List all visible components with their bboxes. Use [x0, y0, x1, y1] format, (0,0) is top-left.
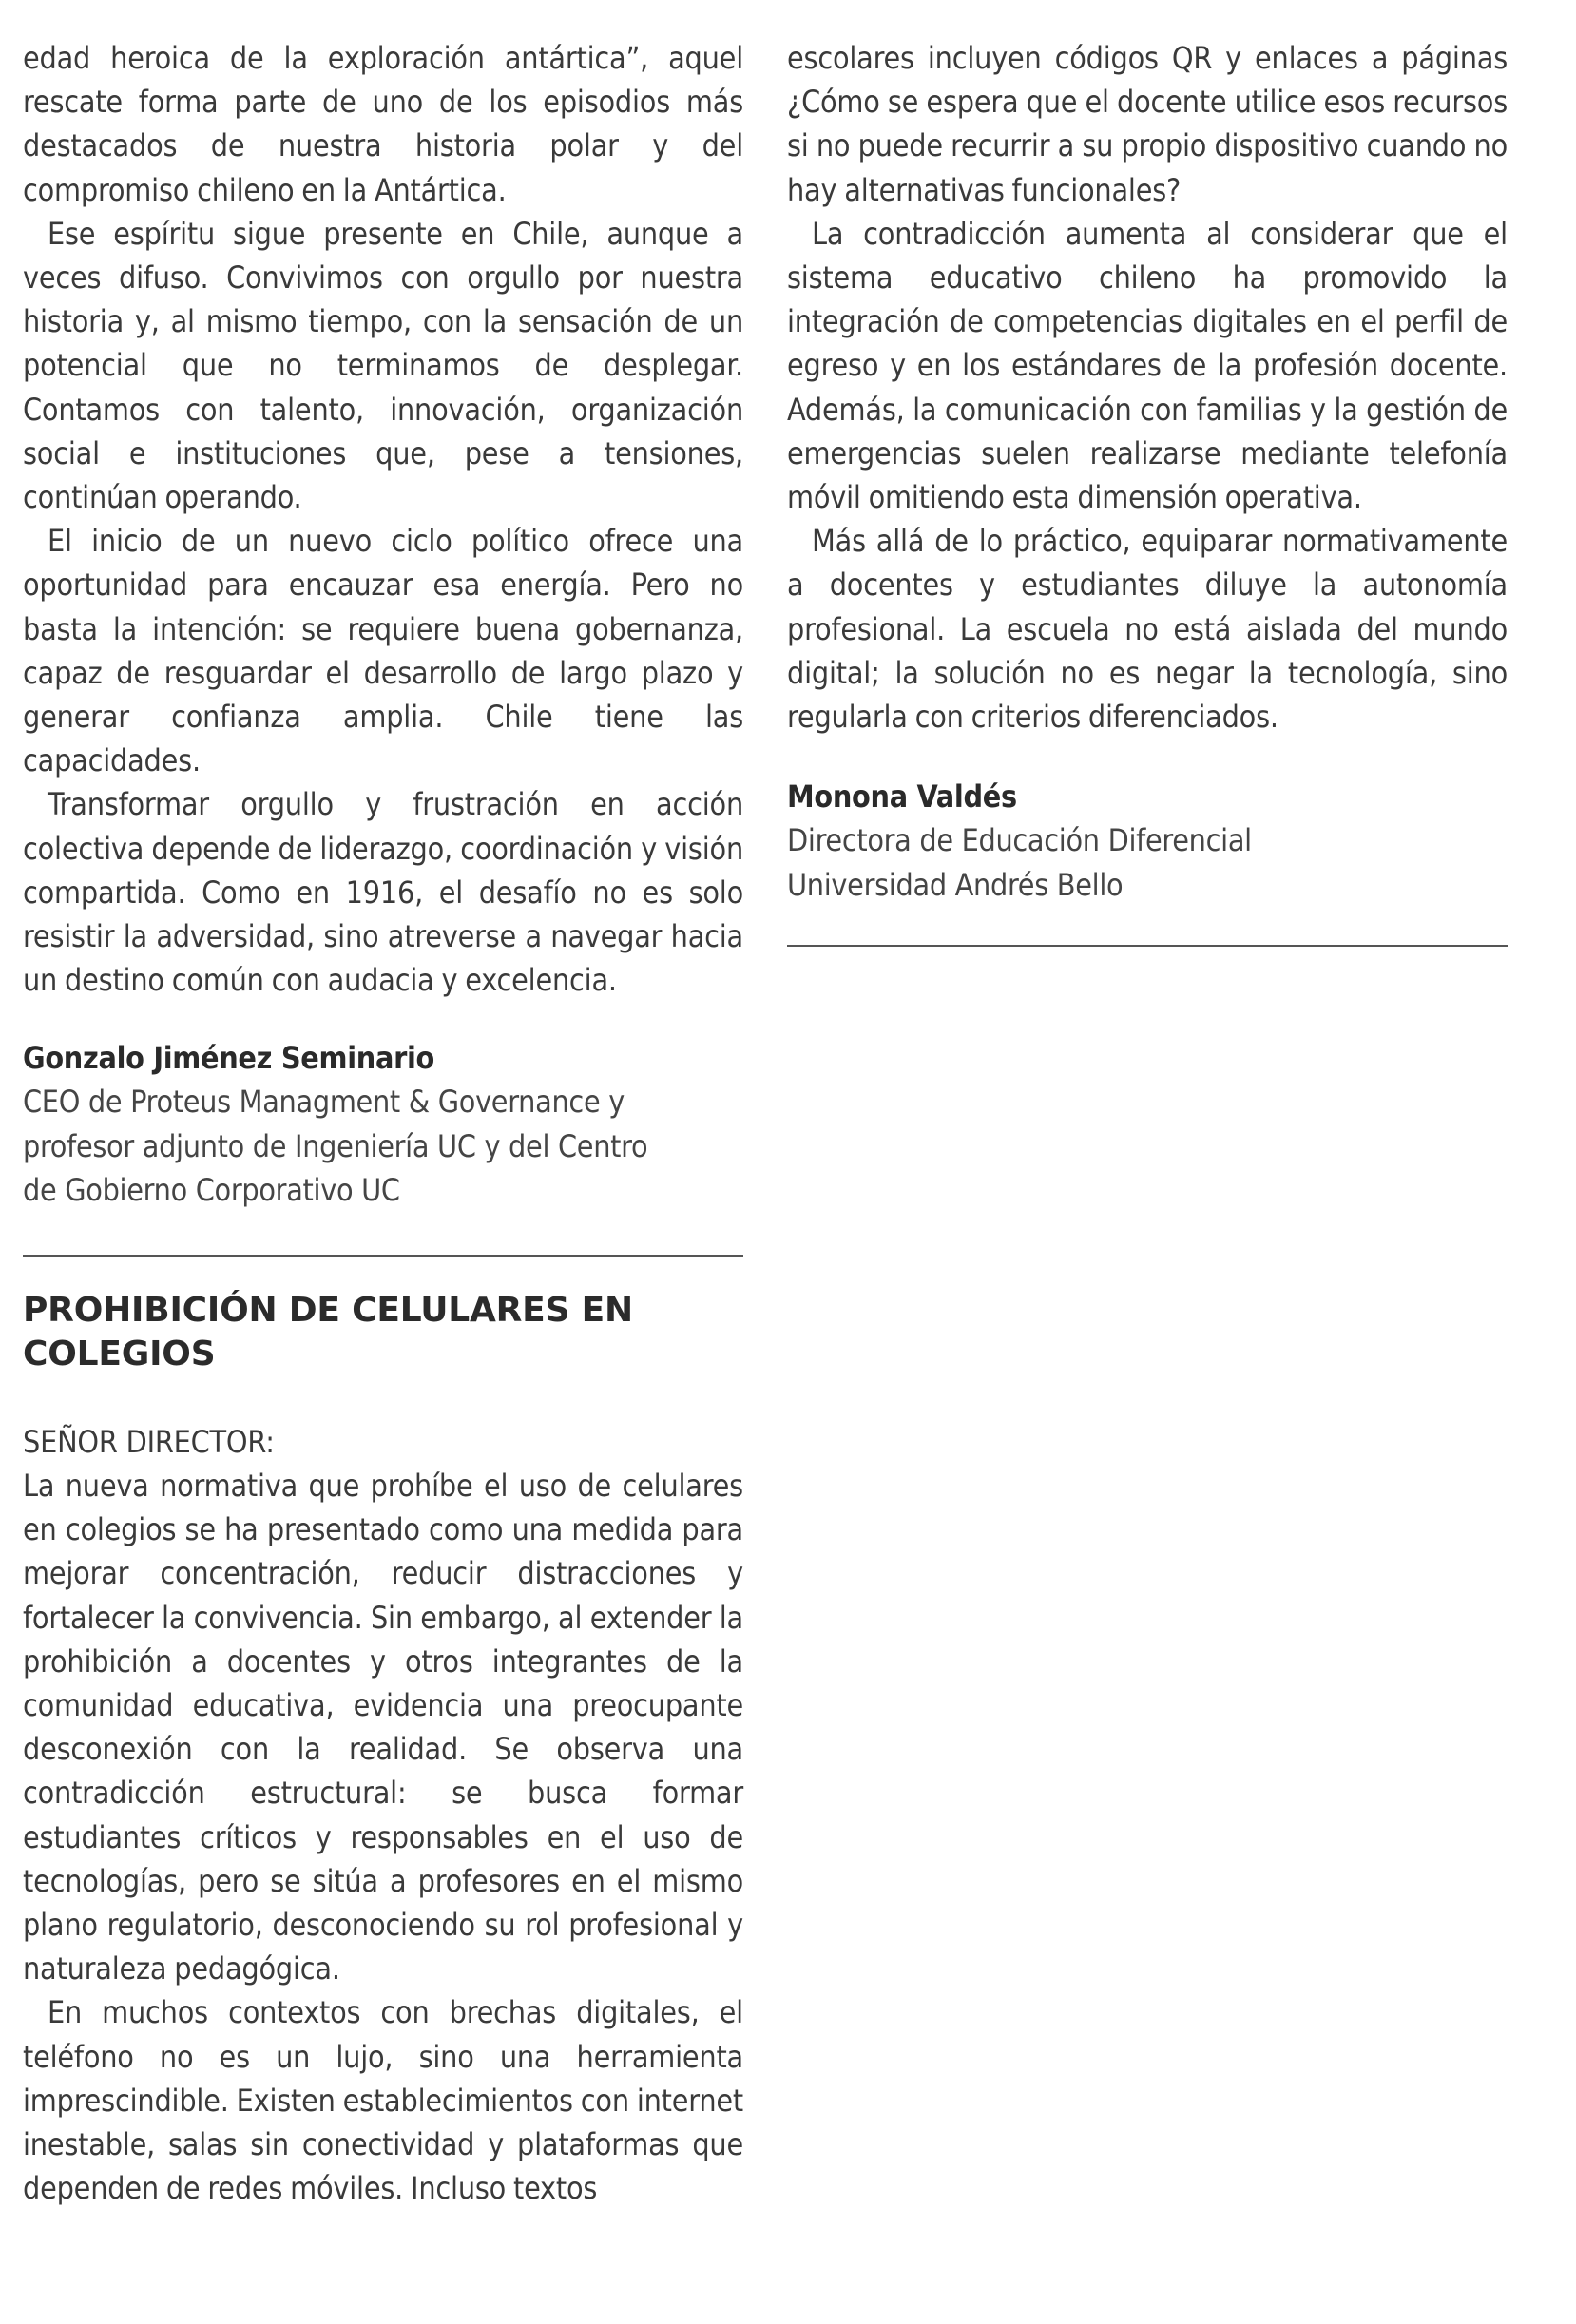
- article-1-paragraph: edad heroica de la exploración antártica”, aquel rescate forma parte de uno de los episodios más destacados de nuestra historia polar y del compromiso chileno en la Antártica.: [23, 40, 743, 208]
- author-title-line: profesor adjunto de Ingeniería UC y del Centro: [23, 1127, 648, 1164]
- article-1-paragraph: Ese espíritu sigue presente en Chile, aunque a veces difuso. Convivimos con orgullo por nuestra historia y, al mismo tiempo, con la sensación de un potencial que no terminamos de desplegar. Contamos con talento, innovación, organización social e instituciones que, pese a tensiones, continúan operando.: [23, 215, 743, 516]
- section-divider: [787, 945, 1508, 947]
- author-name: Gonzalo Jiménez Seminario: [23, 1040, 435, 1077]
- article-2-paragraph: En muchos contextos con brechas digitales, el teléfono no es un lujo, sino una herramienta imprescindible. Existen establecimientos con internet inestable, salas sin conectividad y plataformas que dependen de redes móviles. Incluso textos: [23, 1994, 743, 2207]
- article-2-paragraph: Más allá de lo práctico, equiparar normativamente a docentes y estudiantes diluye la autonomía profesional. La escuela no está aislada del mundo digital; la solución no es negar la tecnología, sino regularla con criterios diferenciados.: [787, 523, 1508, 736]
- signature-block-1: [23, 1036, 743, 1213]
- signature-block-2: [787, 775, 1508, 907]
- article-1-paragraph: El inicio de un nuevo ciclo político ofrece una oportunidad para encauzar esa energía. Pero no basta la intención: se requiere buena gobernanza, capaz de resguardar el desarrollo de largo plazo y generar confianza amplia. Chile tiene las capacidades.: [23, 523, 743, 779]
- article-2-paragraph: La contradicción aumenta al considerar que el sistema educativo chileno ha promovido la integración de competencias digitales en el perfil de egreso y en los estándares de la profesión docente. Además, la comunicación con familias y la gestión de emergencias suelen realizarse mediante telefonía móvil omitiendo esta dimensión operativa.: [787, 215, 1508, 516]
- article-2-body: [23, 1464, 743, 2210]
- article-2-paragraph: escolares incluyen códigos QR y enlaces a páginas ¿Cómo se espera que el docente utilice esos recursos si no puede recurrir a su propio dispositivo cuando no hay alternativas funcionales?: [787, 40, 1508, 208]
- article-1-paragraph: Transformar orgullo y frustración en acción colectiva depende de liderazgo, coordinación y visión compartida. Como en 1916, el desafío no es solo resistir la adversidad, sino atreverse a navegar hacia un destino común con audacia y excelencia.: [23, 786, 743, 999]
- article-2-paragraph: La nueva normativa que prohíbe el uso de celulares en colegios se ha presentado como una medida para mejorar concentración, reducir distracciones y fortalecer la convivencia. Sin embargo, al extender la prohibición a docentes y otros integrantes de la comunidad educativa, evidencia una preocupante desconexión con la realidad. Se observa una contradicción estructural: se busca formar estudiantes críticos y responsables en el uso de tecnologías, pero se sitúa a profesores en el mismo plano regulatorio, desconociendo su rol profesional y naturaleza pedagógica.: [23, 1467, 743, 1988]
- article-2-continued-body: [787, 36, 1508, 739]
- author-title-line: de Gobierno Corporativo UC: [23, 1172, 400, 1209]
- article-2: [23, 1289, 743, 2210]
- headline-line: COLEGIOS: [23, 1334, 216, 1373]
- author-title-line: CEO de Proteus Managment & Governance y: [23, 1084, 625, 1121]
- headline-line: PROHIBICIÓN DE CELULARES EN: [23, 1290, 633, 1330]
- salutation: SEÑOR DIRECTOR:: [23, 1423, 275, 1460]
- left-column: [23, 36, 743, 2210]
- right-column: [787, 36, 1508, 947]
- author-name: Monona Valdés: [787, 778, 1017, 816]
- article-1-body: [23, 36, 743, 1002]
- article-2-headline: [23, 1289, 743, 1376]
- author-title-line: Directora de Educación Diferencial: [787, 822, 1252, 859]
- author-title-line: Universidad Andrés Bello: [787, 866, 1124, 903]
